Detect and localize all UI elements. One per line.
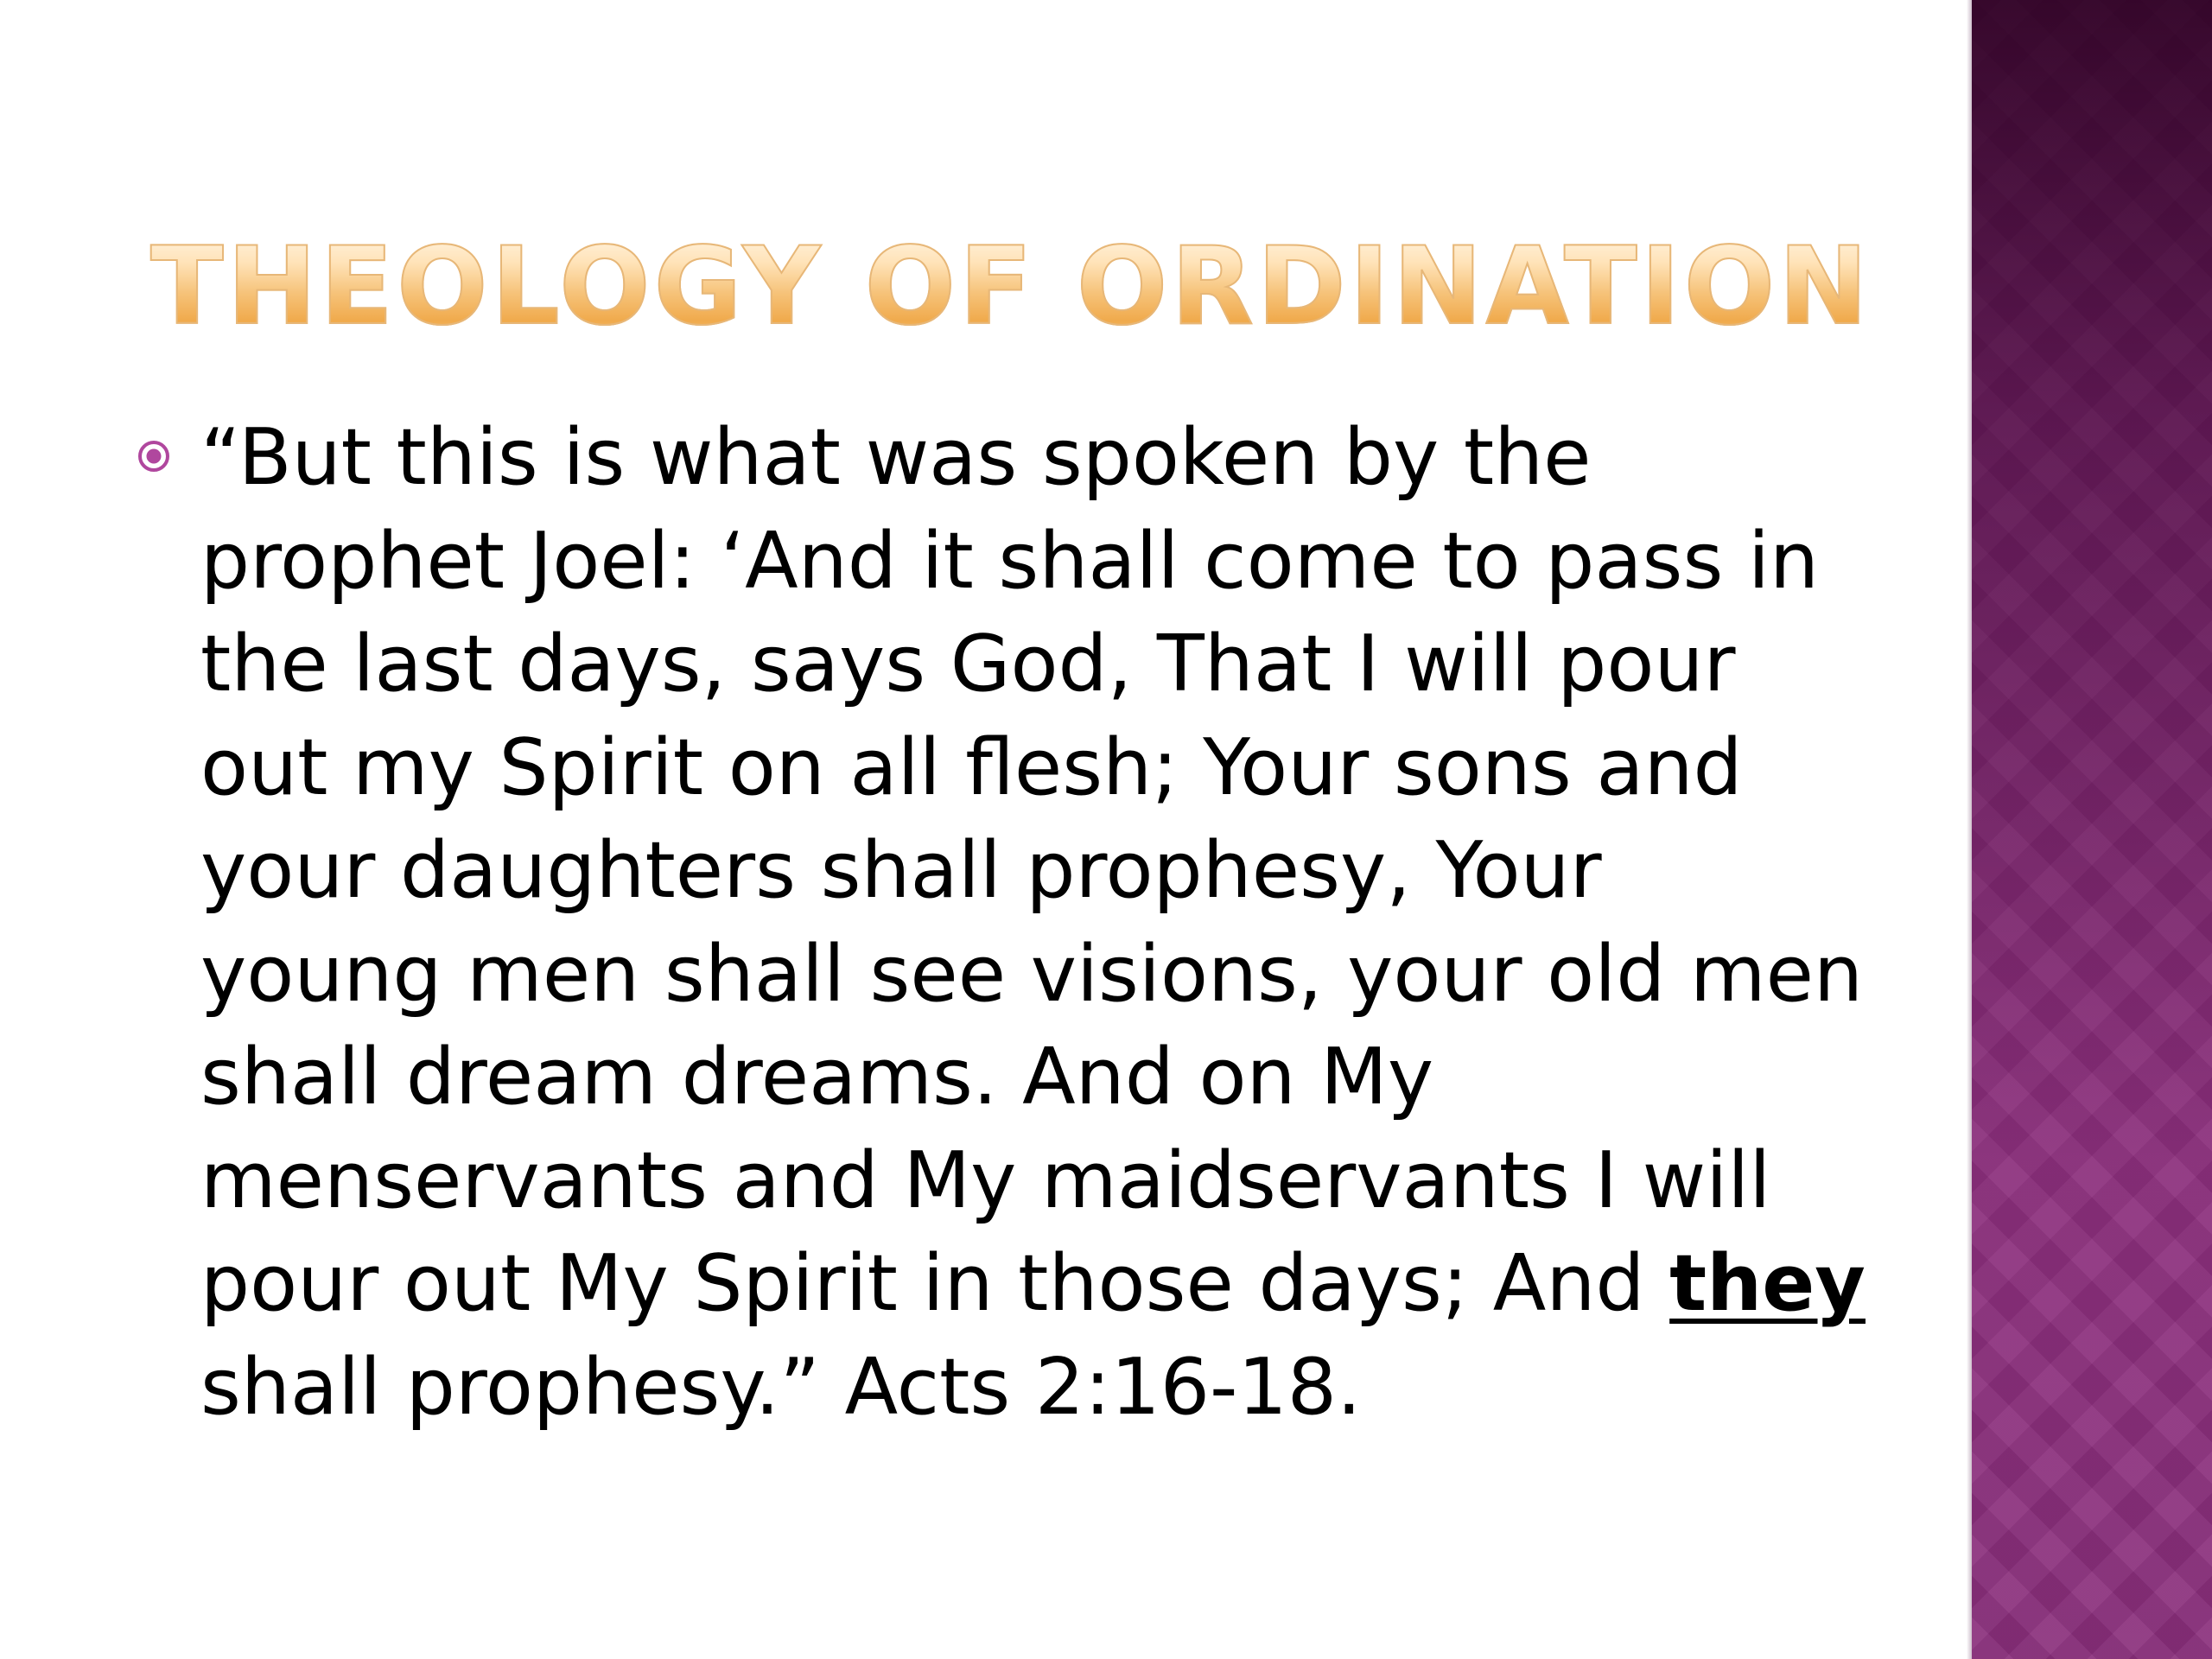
bullet-text bbox=[200, 406, 1866, 1439]
slide-title: THEOLOGY OF ORDINATION bbox=[130, 226, 1892, 347]
quote-text-end: shall prophesy.” Acts 2:16-18. bbox=[200, 1341, 1362, 1433]
circled-dot-bullet-icon bbox=[137, 439, 171, 474]
emphasized-word: they bbox=[1669, 1238, 1866, 1329]
decorative-side-band bbox=[1972, 0, 2212, 1659]
content-placeholder bbox=[130, 406, 1866, 1439]
bullet-item bbox=[130, 406, 1866, 1439]
quote-text: “But this is what was spoken by the prophet Joel: ‘And it shall come to pass in the last days, says God, That I will pour out my Spirit on all flesh; Your sons and your daughters shall prophesy, Your young men shall see visions, your old men shall dream dreams. And on My menservants and My maidservants I will pour out My Spirit in those days; And bbox=[200, 412, 1864, 1329]
